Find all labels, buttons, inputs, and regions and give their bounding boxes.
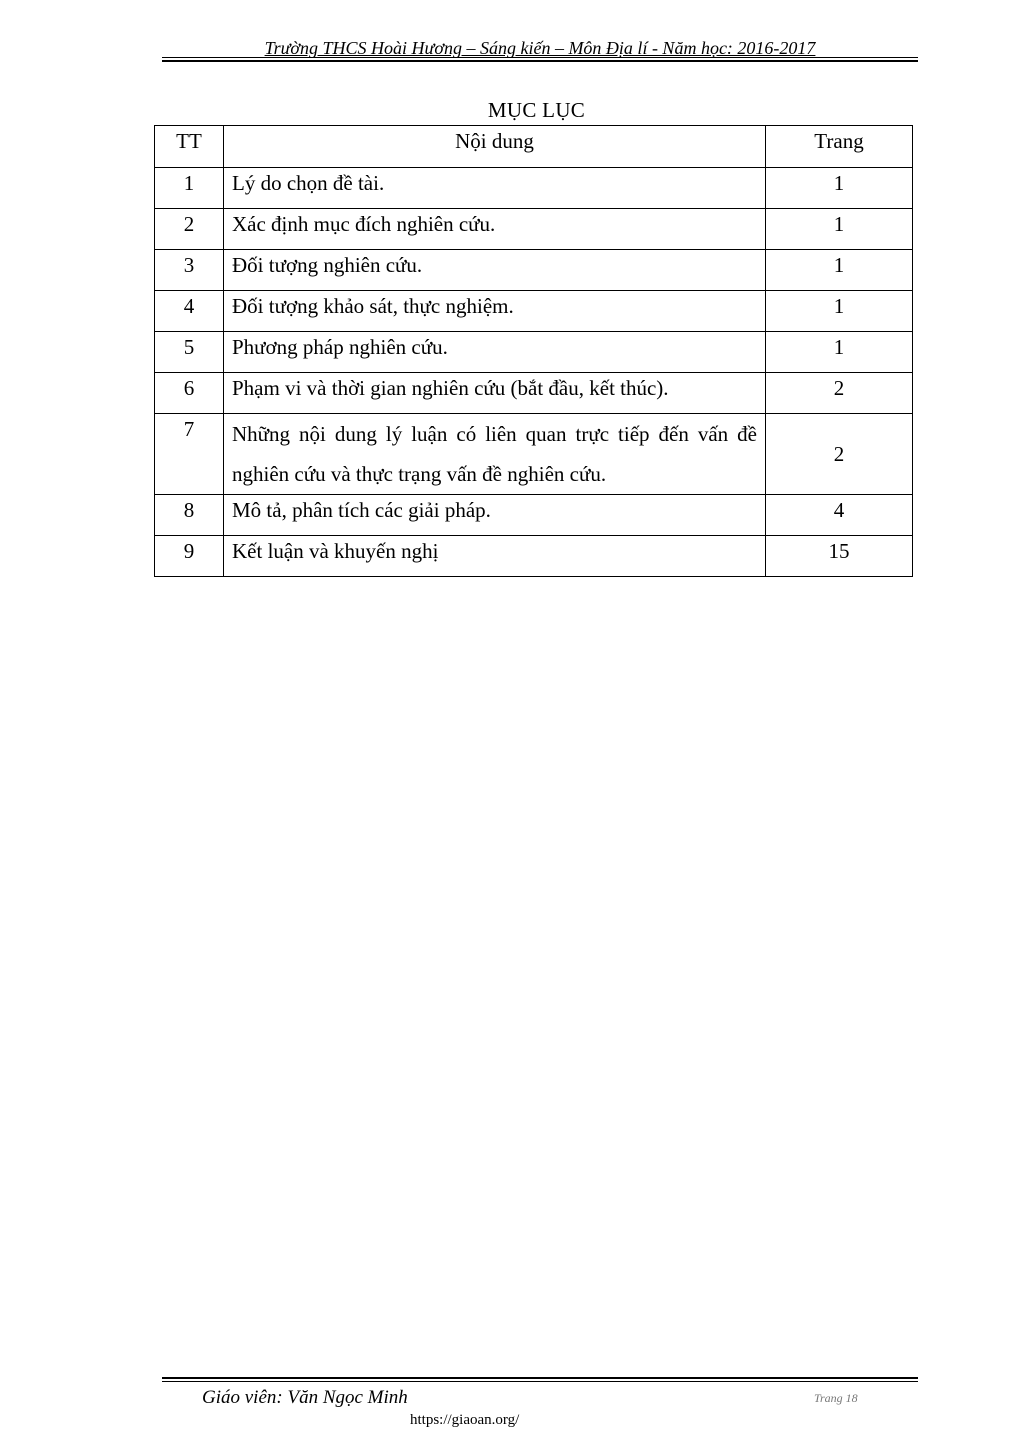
toc-table	[154, 125, 913, 577]
row-page: 1	[766, 332, 913, 373]
column-header-content: Nội dung	[224, 126, 766, 168]
row-content: Xác định mục đích nghiên cứu.	[224, 209, 766, 250]
column-header-page: Trang	[766, 126, 913, 168]
toc-title: MỤC LỤC	[487, 98, 586, 122]
table-row	[155, 373, 913, 414]
row-page: 4	[766, 495, 913, 536]
table-row	[155, 495, 913, 536]
header-text: Trường THCS Hoài Hương – Sáng kiến – Môn Địa lí - Năm học: 2016-2017	[264, 38, 816, 58]
column-header-tt: TT	[155, 126, 224, 168]
row-page: 1	[766, 250, 913, 291]
row-number: 6	[155, 373, 224, 414]
footer-url[interactable]: https://giaoan.org/	[410, 1412, 520, 1428]
footer-teacher: Giáo viên: Văn Ngọc Minh	[202, 1387, 408, 1408]
row-content: Những nội dung lý luận có liên quan trực tiếp đến vấn đề nghiên cứu và thực trạng vấn đề nghiên cứu.	[224, 414, 766, 495]
header-rule	[162, 57, 918, 58]
row-number: 5	[155, 332, 224, 373]
toc-header-row	[155, 126, 913, 168]
row-page: 1	[766, 168, 913, 209]
row-page: 2	[766, 373, 913, 414]
row-content: Kết luận và khuyến nghị	[224, 536, 766, 577]
footer-page-number: Trang 18	[814, 1391, 858, 1405]
row-page: 15	[766, 536, 913, 577]
row-page: 2	[766, 414, 913, 495]
footer-rule	[162, 1381, 918, 1382]
row-number: 4	[155, 291, 224, 332]
row-page: 1	[766, 291, 913, 332]
row-number: 7	[155, 414, 224, 495]
page-header	[162, 36, 918, 62]
table-row	[155, 168, 913, 209]
table-row	[155, 536, 913, 577]
table-row	[155, 291, 913, 332]
row-number: 2	[155, 209, 224, 250]
footer-rule-thick	[162, 1377, 918, 1379]
row-content: Lý do chọn đề tài.	[224, 168, 766, 209]
row-content: Phạm vi và thời gian nghiên cứu (bắt đầu, kết thúc).	[224, 373, 766, 414]
row-content: Đối tượng khảo sát, thực nghiệm.	[224, 291, 766, 332]
row-content: Phương pháp nghiên cứu.	[224, 332, 766, 373]
header-rule-thick	[162, 60, 918, 62]
table-row	[155, 209, 913, 250]
table-row	[155, 414, 913, 495]
row-content: Mô tả, phân tích các giải pháp.	[224, 495, 766, 536]
row-number: 8	[155, 495, 224, 536]
row-content: Đối tượng nghiên cứu.	[224, 250, 766, 291]
row-number: 3	[155, 250, 224, 291]
row-page: 1	[766, 209, 913, 250]
table-row	[155, 250, 913, 291]
table-row	[155, 332, 913, 373]
row-number: 9	[155, 536, 224, 577]
row-number: 1	[155, 168, 224, 209]
page-footer	[162, 1377, 918, 1437]
